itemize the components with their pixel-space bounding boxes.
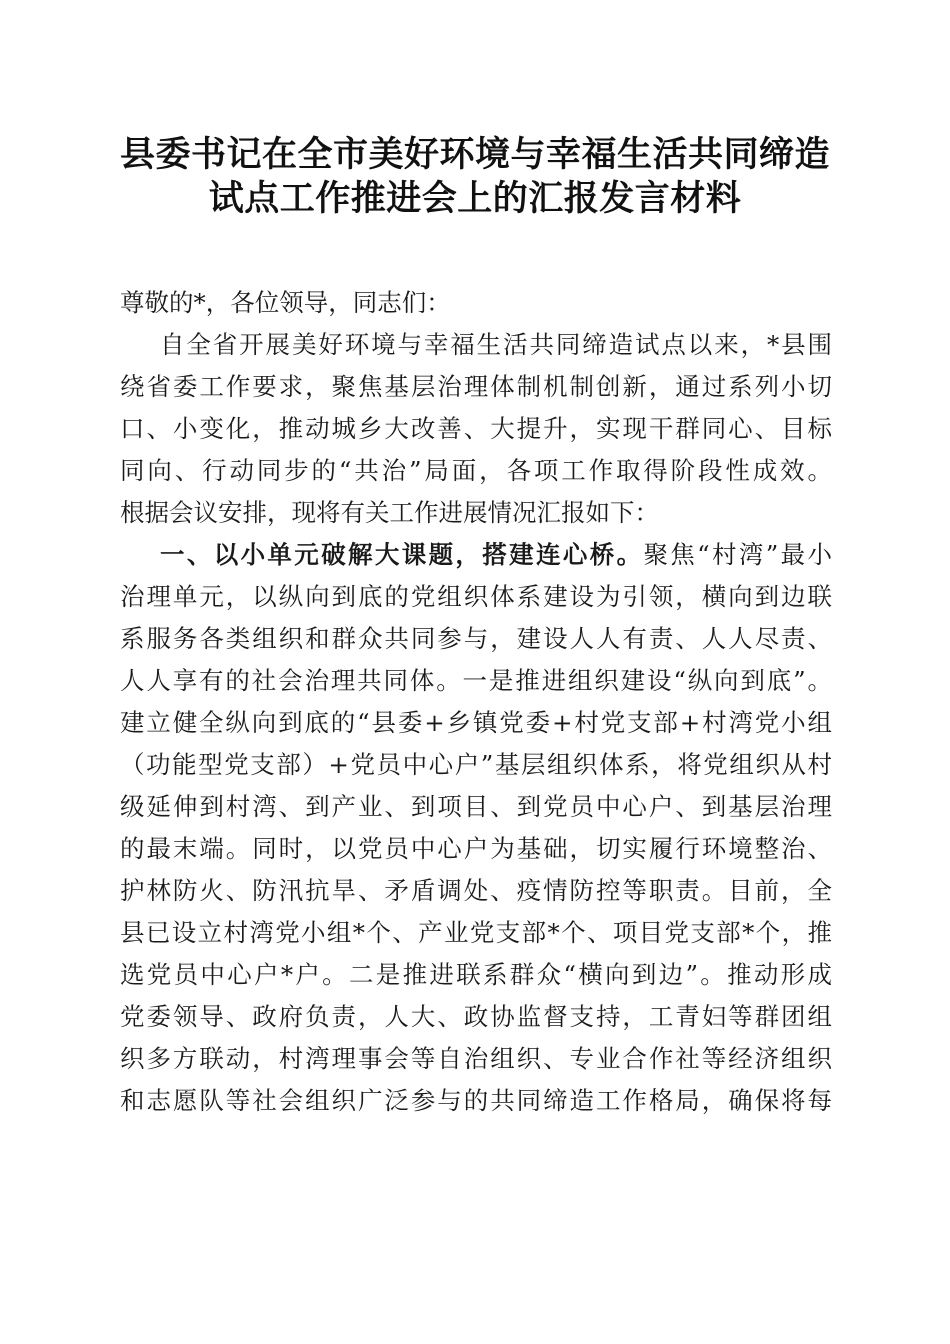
paragraph-line: 护林防火、防汛抗旱、矛盾调处、疫情防控等职责。目前，全 <box>120 876 832 905</box>
section-heading-line <box>120 534 832 576</box>
section-heading: 一、以小单元破解大课题，搭建连心桥。 <box>160 540 644 569</box>
paragraph-line: 系服务各类组织和群众共同参与，建设人人有责、人人尽责、 <box>120 624 832 653</box>
paragraph-line: 县已设立村湾党小组*个、产业党支部*个、项目党支部*个，推 <box>120 918 832 947</box>
paragraph-line: 党委领导、政府负责，人大、政协监督支持，工青妇等群团组 <box>120 1002 832 1031</box>
paragraph-line: 根据会议安排，现将有关工作进展情况汇报如下： <box>120 498 659 527</box>
paragraph-line: 治理单元，以纵向到底的党组织体系建设为引领，横向到边联 <box>120 582 832 611</box>
paragraph-line: 和志愿队等社会组织广泛参与的共同缔造工作格局，确保将每 <box>120 1086 832 1115</box>
paragraph-line: 的最末端。同时，以党员中心户为基础，切实履行环境整治、 <box>120 834 832 863</box>
section-heading-rest: 聚焦“村湾”最小 <box>643 540 832 569</box>
paragraph-line: 织多方联动，村湾理事会等自治组织、专业合作社等经济组织 <box>120 1044 832 1073</box>
salutation: 尊敬的*，各位领导，同志们： <box>120 288 451 317</box>
title-line-1: 县委书记在全市美好环境与幸福生活共同缔造 <box>119 134 830 175</box>
document-body <box>120 282 832 1122</box>
paragraph-line: 人人享有的社会治理共同体。一是推进组织建设“纵向到底”。 <box>120 666 832 695</box>
paragraph-line: 绕省委工作要求，聚焦基层治理体制机制创新，通过系列小切 <box>120 372 832 401</box>
paragraph-line: 同向、行动同步的“共治”局面，各项工作取得阶段性成效。 <box>120 456 832 485</box>
paragraph-line: 级延伸到村湾、到产业、到项目、到党员中心户、到基层治理 <box>120 792 832 821</box>
paragraph-line: （功能型党支部）+党员中心户”基层组织体系，将党组织从村 <box>120 750 832 779</box>
paragraph-line: 选党员中心户*户。二是推进联系群众“横向到边”。推动形成 <box>120 960 832 989</box>
paragraph-line: 自全省开展美好环境与幸福生活共同缔造试点以来，*县围 <box>160 330 832 359</box>
paragraph-line: 建立健全纵向到底的“县委+乡镇党委+村党支部+村湾党小组 <box>120 708 832 737</box>
document-title <box>60 133 890 221</box>
title-line-2: 试点工作推进会上的汇报发言材料 <box>208 178 742 219</box>
paragraph-line: 口、小变化，推动城乡大改善、大提升，实现干群同心、目标 <box>120 414 832 443</box>
